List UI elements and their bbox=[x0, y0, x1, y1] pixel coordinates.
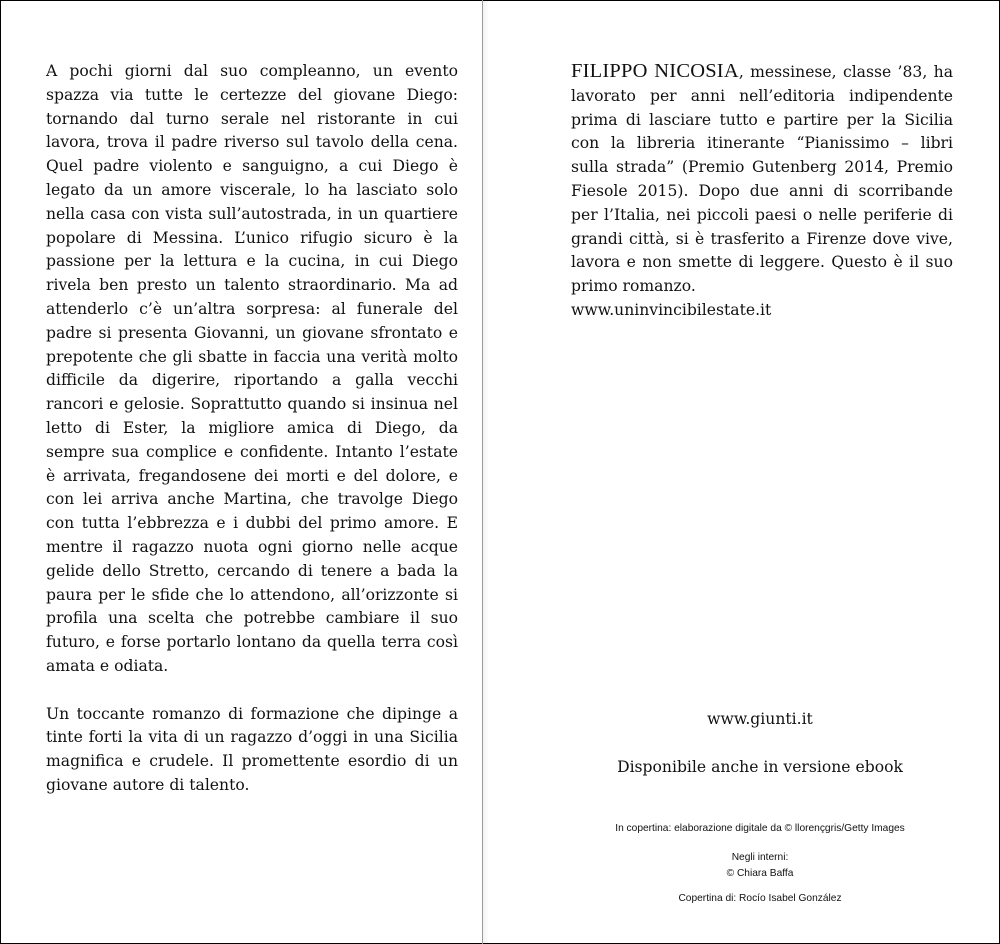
author-name: FILIPPO NICOSIA bbox=[571, 60, 739, 82]
publisher-url: www.giunti.it bbox=[707, 710, 813, 728]
ebook-note: Disponibile anche in versione ebook bbox=[617, 758, 903, 776]
jacket-credit: Copertina di: Rocío Isabel González bbox=[678, 893, 842, 904]
fold-shadow bbox=[483, 0, 489, 944]
interior-credit bbox=[520, 850, 1000, 881]
author-bio-text: , messinese, classe ’83, ha lavorato per anni nell’editoria indipendente prima di lasciare tutto e partire per la Sicilia con la libreria itinerante “Pianissimo – libri sulla strada” (Premio Gutenberg 2014, Premio Fiesole 2015). Dopo due anni di scorribande per l’Italia, nei piccoli paesi o nelle periferie di grandi città, si è trasferito a Firenze dove vive, lavora e non smette di leggere. Questo è il suo primo romanzo. bbox=[571, 63, 953, 296]
author-website: www.uninvincibilestate.it bbox=[571, 300, 772, 319]
summary-paragraph: Un toccante romanzo di formazione che dipinge a tinte forti la vita di un ragazzo d’oggi in una Sicilia magnifica e crudele. Il promettente esordio di un giovane autore di talento. bbox=[46, 704, 458, 794]
author-column bbox=[571, 60, 953, 323]
interior-credit-label: Negli interni: bbox=[731, 852, 789, 863]
synopsis-column bbox=[46, 60, 458, 798]
author-bio bbox=[571, 60, 953, 299]
interior-credit-name: © Chiara Baffa bbox=[726, 867, 794, 879]
synopsis-paragraph: A pochi giorni dal suo compleanno, un evento spazza via tutte le certezze del giovane Diego: tornando dal turno serale nel ristorante in cui lavora, trova il padre riverso sul tavolo della cena. Quel padre violento e sanguigno, a cui Diego è legato da un amore viscerale, lo ha lasciato solo nella casa con vista sull’autostrada, in un quartiere popolare di Messina. L’unico rifugio sicuro è la passione per la lettura e la cucina, in cui Diego rivela ben presto un talento straordinario. Ma ad attenderlo c’è un’altra sorpresa: al funerale del padre si presenta Giovanni, un giovane sfrontato e prepotente che gli sbatte in faccia una verità molto difficile da digerire, riportando a galla vecchi rancori e gelosie. Soprattutto quando si insinua nel letto di Ester, la migliore amica di Diego, da sempre sua complice e confidente. Intanto l’estate è arrivata, fregandosene dei morti e del dolore, e con lei arriva anche Martina, che travolge Diego con tutta l’ebbrezza e i dubbi del primo amore. E mentre il ragazzo nuota ogni giorno nelle acque gelide dello Stretto, cercando di tenere a bada la paura per le sfide che lo attendono, all’orizzonte si profila una scelta che potrebbe cambiare il suo futuro, e forse portarlo lontano da quella terra così amata e odiata. bbox=[46, 62, 458, 675]
cover-credit: In copertina: elaborazione digitale da © llorençgris/Getty Images bbox=[615, 823, 905, 834]
